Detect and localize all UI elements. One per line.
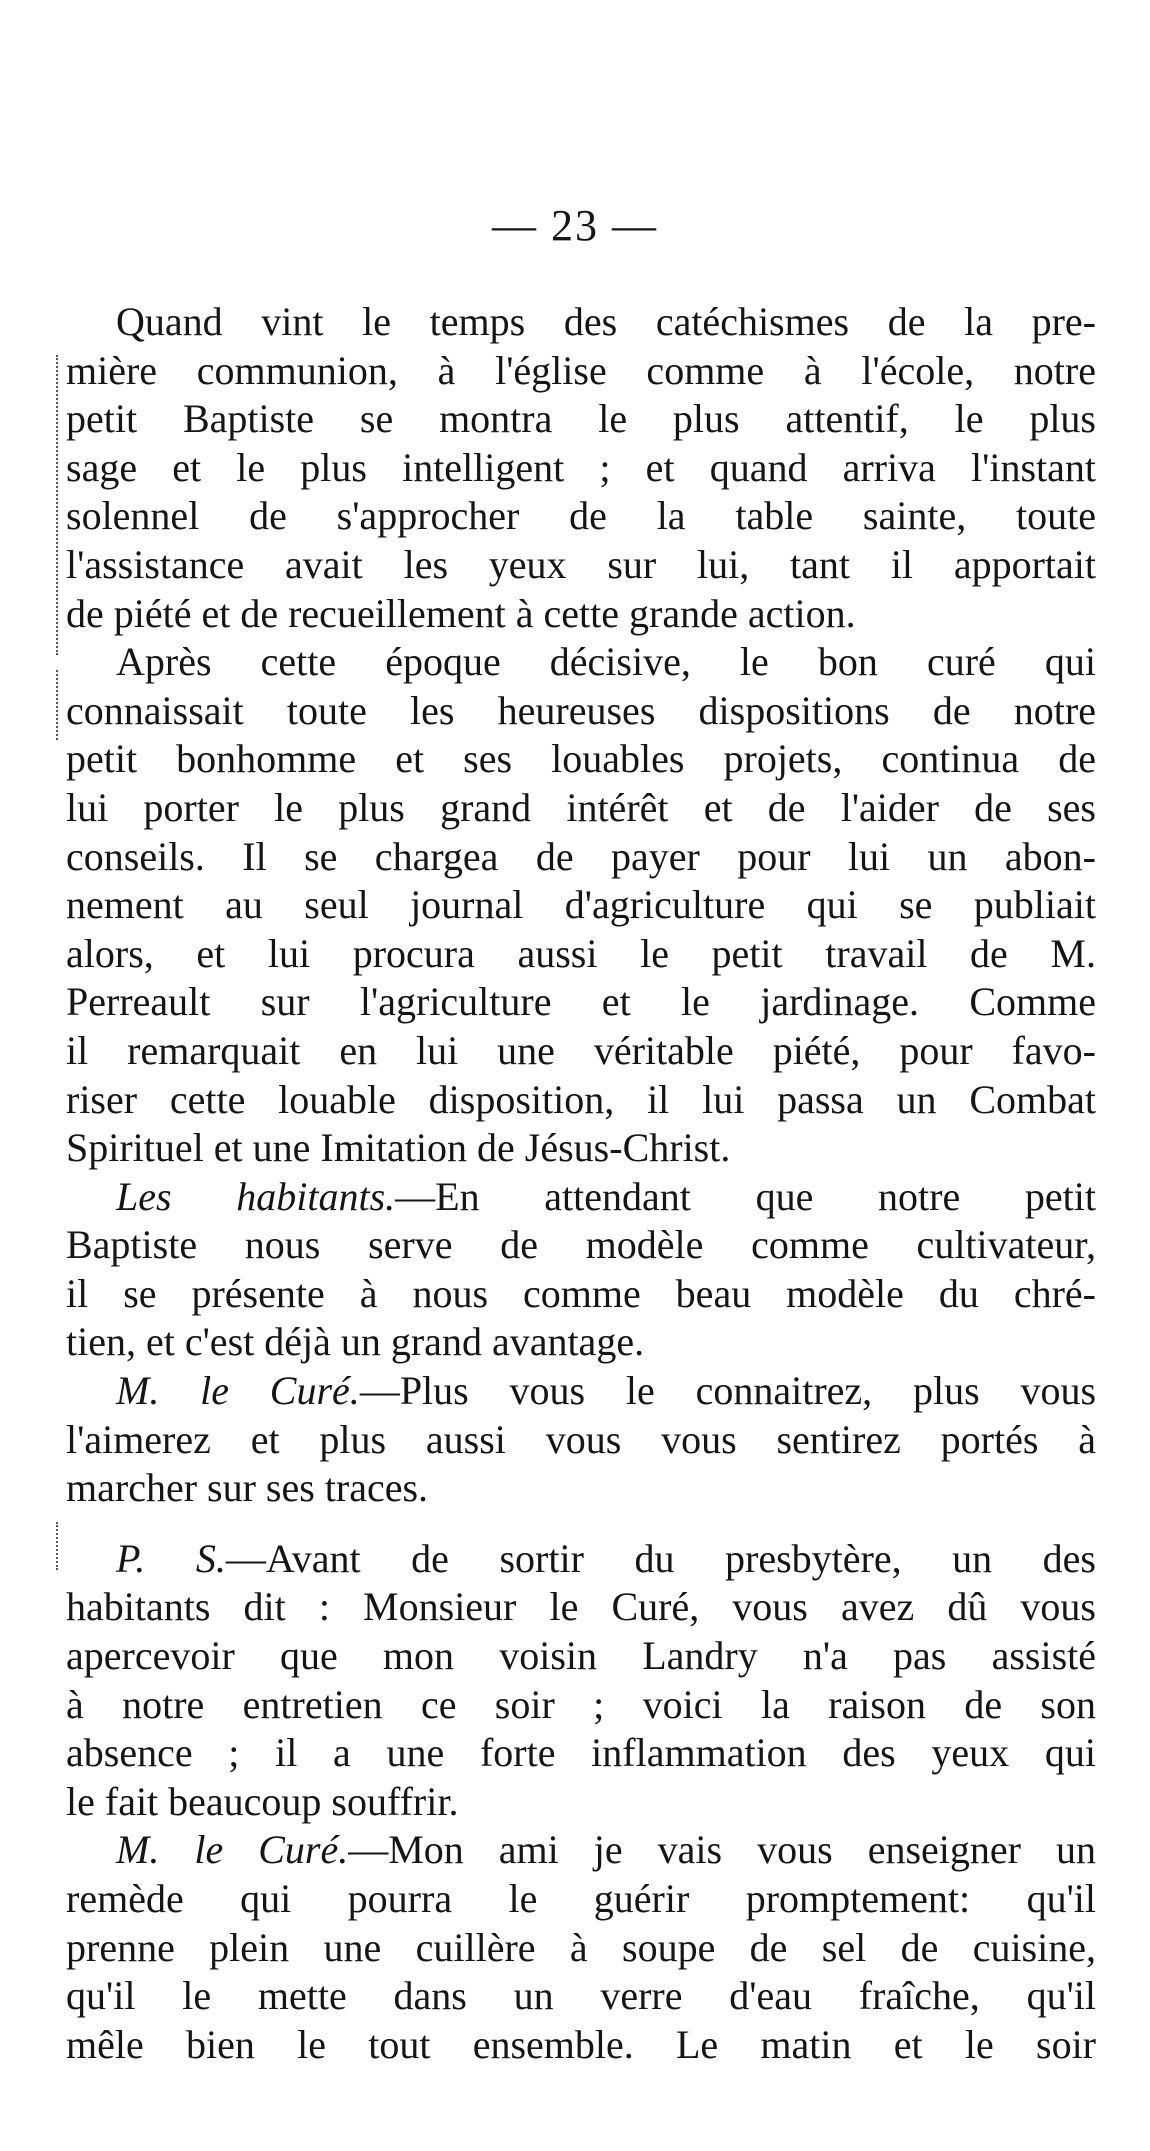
text-line: qu'il le mette dans un verre d'eau fraîche, qu'il	[66, 1973, 1096, 2019]
text-line: il se présente à nous comme beau modèle du chré-	[66, 1270, 1096, 1316]
text-line: Après cette époque décisive, le bon curé qui	[116, 639, 1096, 685]
speaker-text: —En attendant que notre petit	[395, 1173, 1096, 1219]
text-line: il remarquait en lui une véritable piété, pour favo-	[66, 1027, 1096, 1073]
text-line: sage et le plus intelligent ; et quand arriva l'instant	[66, 444, 1096, 490]
text-line: absence ; il a une forte inflammation des yeux qui	[66, 1730, 1096, 1776]
paragraph	[66, 1173, 1096, 1367]
paragraph	[66, 638, 1096, 1173]
text-line: petit bonhomme et ses louables projets, continua de	[66, 736, 1096, 782]
text-line: connaissait toute les heureuses dispositions de notre	[66, 687, 1096, 733]
paragraph	[66, 1367, 1096, 1513]
text-line: lui porter le plus grand intérêt et de l'aider de ses	[66, 784, 1096, 830]
text-line: Spirituel et une Imitation de Jésus-Christ.	[66, 1125, 731, 1171]
text-line: solennel de s'approcher de la table sainte, toute	[66, 493, 1096, 539]
text-line: remède qui pourra le guérir promptement: qu'il	[66, 1876, 1096, 1921]
text-line: Quand vint le temps des catéchismes de la pre-	[116, 299, 1096, 344]
paragraph	[66, 1535, 1096, 1827]
text-line: l'aimerez et plus aussi vous vous sentirez portés à	[66, 1416, 1096, 1462]
body-text	[66, 298, 1096, 2069]
speaker-text: —Mon ami je vais vous enseigner un	[348, 1827, 1096, 1873]
text-line: Baptiste nous serve de modèle comme cultivateur,	[66, 1222, 1096, 1268]
text-line: à notre entretien ce soir ; voici la raison de son	[66, 1681, 1096, 1727]
speaker-label: Les habitants.	[116, 1173, 396, 1219]
text-line: conseils. Il se chargea de payer pour lui un abon-	[66, 833, 1096, 879]
paragraph	[66, 298, 1096, 638]
text-line: mière communion, à l'église comme à l'école, notre	[66, 347, 1096, 393]
text-line: de piété et de recueillement à cette grande action.	[66, 590, 856, 636]
paragraph	[66, 1826, 1096, 2069]
text-line: mêle bien le tout ensemble. Le matin et le soir	[66, 2021, 1096, 2067]
text-line: petit Baptiste se montra le plus attentif, le plus	[66, 396, 1096, 442]
speaker-label: P. S.	[116, 1535, 226, 1581]
text-line	[66, 1367, 1096, 1416]
margin-mark	[56, 670, 58, 740]
text-line: alors, et lui procura aussi le petit travail de M.	[66, 930, 1096, 976]
text-line: l'assistance avait les yeux sur lui, tant il apportait	[66, 541, 1096, 587]
speaker-text: —Plus vous le connaitrez, plus vous	[359, 1368, 1097, 1414]
speaker-label: M. le Curé.	[116, 1368, 360, 1414]
margin-mark	[56, 355, 58, 655]
text-line: apercevoir que mon voisin Landry n'a pas assisté	[66, 1633, 1096, 1679]
text-line: nement au seul journal d'agriculture qui se publiait	[66, 882, 1096, 928]
text-line: tien, et c'est déjà un grand avantage.	[66, 1319, 645, 1365]
margin-mark	[56, 1522, 58, 1570]
text-line	[66, 1826, 1096, 1875]
text-line: prenne plein une cuillère à soupe de sel de cuisine,	[66, 1924, 1096, 1970]
text-line: riser cette louable disposition, il lui passa un Combat	[66, 1076, 1096, 1122]
speaker-text: —Avant de sortir du presbytère, un des	[225, 1535, 1096, 1581]
text-line	[66, 1173, 1096, 1222]
text-line: habitants dit : Monsieur le Curé, vous avez dû vous	[66, 1584, 1096, 1630]
page-number: — 23 —	[492, 201, 658, 250]
text-line	[66, 1535, 1096, 1584]
speaker-label: M. le Curé.	[116, 1827, 349, 1873]
text-line: le fait beaucoup souffrir.	[66, 1778, 459, 1824]
paragraph-gap	[66, 1513, 1096, 1535]
text-line: Perreault sur l'agriculture et le jardinage. Comme	[66, 979, 1096, 1025]
text-line: marcher sur ses traces.	[66, 1465, 429, 1511]
